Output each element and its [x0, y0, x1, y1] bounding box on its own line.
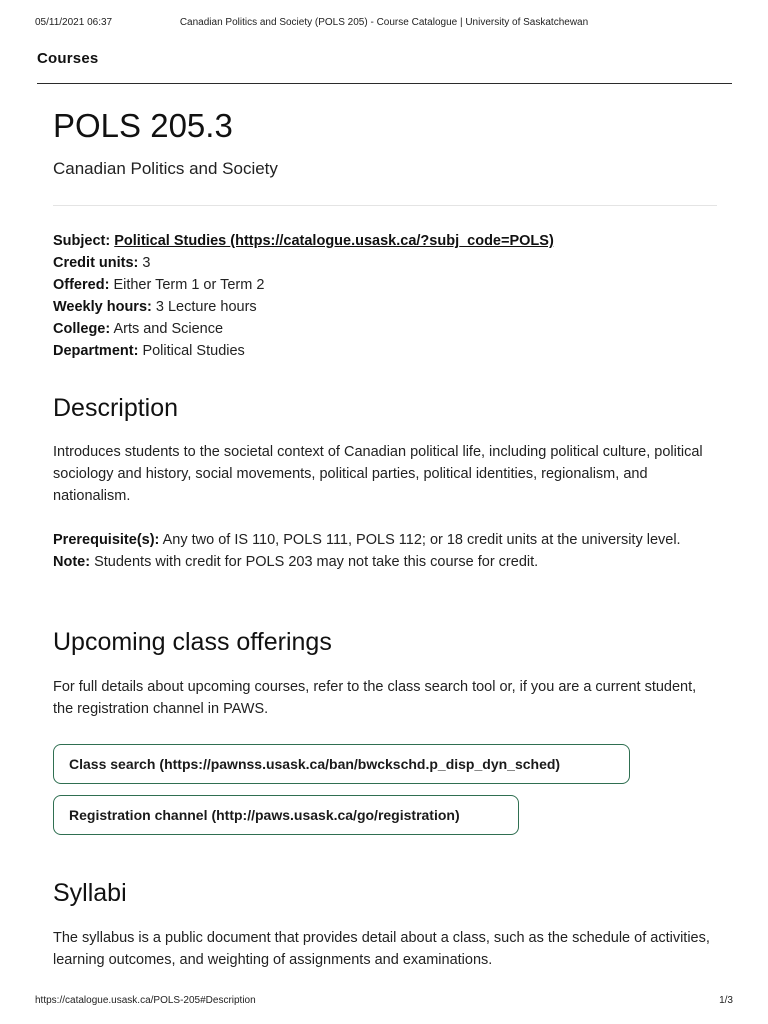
fact-hours-label: Weekly hours:	[53, 299, 152, 315]
syllabi-heading: Syllabi	[53, 879, 127, 907]
description-heading: Description	[53, 394, 179, 422]
prerequisite-label: Prerequisite(s):	[53, 532, 160, 548]
nav-courses-link[interactable]: Courses	[37, 50, 99, 67]
print-date: 05/11/2021 06:37	[35, 17, 113, 28]
registration-label: Registration channel	[69, 807, 208, 823]
fact-subject	[53, 230, 554, 252]
note-label: Note:	[53, 554, 91, 570]
note-value: Students with credit for POLS 203 may not take this course for credit.	[94, 554, 539, 570]
print-footer-url: https://catalogue.usask.ca/POLS-205#Description	[35, 995, 256, 1006]
fact-college-label: College:	[53, 321, 111, 337]
class-search-button[interactable]	[53, 744, 630, 784]
fact-offered-value: Either Term 1 or Term 2	[113, 277, 265, 293]
class-search-url: (https://pawnss.usask.ca/ban/bwckschd.p_disp_dyn_sched)	[159, 756, 561, 772]
description-text: Introduces students to the societal context of Canadian political life, including political culture, political sociology and history, social movements, political parties, political identities, regionalism, and nationalism.	[53, 444, 703, 504]
fact-offered	[53, 274, 554, 296]
course-title: Canadian Politics and Society	[53, 159, 278, 178]
nav-divider	[37, 83, 732, 84]
fact-weekly-hours	[53, 296, 554, 318]
print-page-number: 1/3	[719, 995, 733, 1006]
fact-hours-value: 3 Lecture hours	[155, 299, 257, 315]
fact-department-label: Department:	[53, 343, 139, 359]
fact-department-value: Political Studies	[142, 343, 245, 359]
fact-college-value: Arts and Science	[113, 321, 224, 337]
subject-link-url: (https://catalogue.usask.ca/?subj_code=POLS)	[230, 233, 554, 249]
course-code: POLS 205.3	[53, 107, 233, 144]
syllabi-text: The syllabus is a public document that provides detail about a class, such as the schedule of activities, learning outcomes, and weighting of assignments and examinations.	[53, 930, 710, 968]
registration-url: (http://paws.usask.ca/go/registration)	[211, 807, 460, 823]
prerequisite-value: Any two of IS 110, POLS 111, POLS 112; or 18 credit units at the university level.	[162, 532, 681, 548]
print-page-title: Canadian Politics and Society (POLS 205) - Course Catalogue | University of Saskatchewan	[179, 17, 589, 28]
title-divider	[53, 205, 717, 206]
class-search-label: Class search	[69, 756, 156, 772]
fact-credit-value: 3	[142, 255, 151, 271]
prerequisite-text	[53, 529, 719, 573]
offerings-text: For full details about upcoming courses, refer to the class search tool or, if you are a current student, the registration channel in PAWS.	[53, 679, 697, 717]
fact-offered-label: Offered:	[53, 277, 110, 293]
course-facts	[53, 230, 554, 362]
fact-credit-label: Credit units:	[53, 255, 139, 271]
fact-subject-label: Subject:	[53, 233, 111, 249]
fact-credit-units	[53, 252, 554, 274]
subject-link[interactable]	[114, 233, 554, 249]
registration-channel-button[interactable]	[53, 795, 519, 835]
fact-department	[53, 340, 554, 362]
fact-college	[53, 318, 554, 340]
offerings-heading: Upcoming class offerings	[53, 628, 332, 656]
subject-link-text: Political Studies	[114, 233, 231, 249]
